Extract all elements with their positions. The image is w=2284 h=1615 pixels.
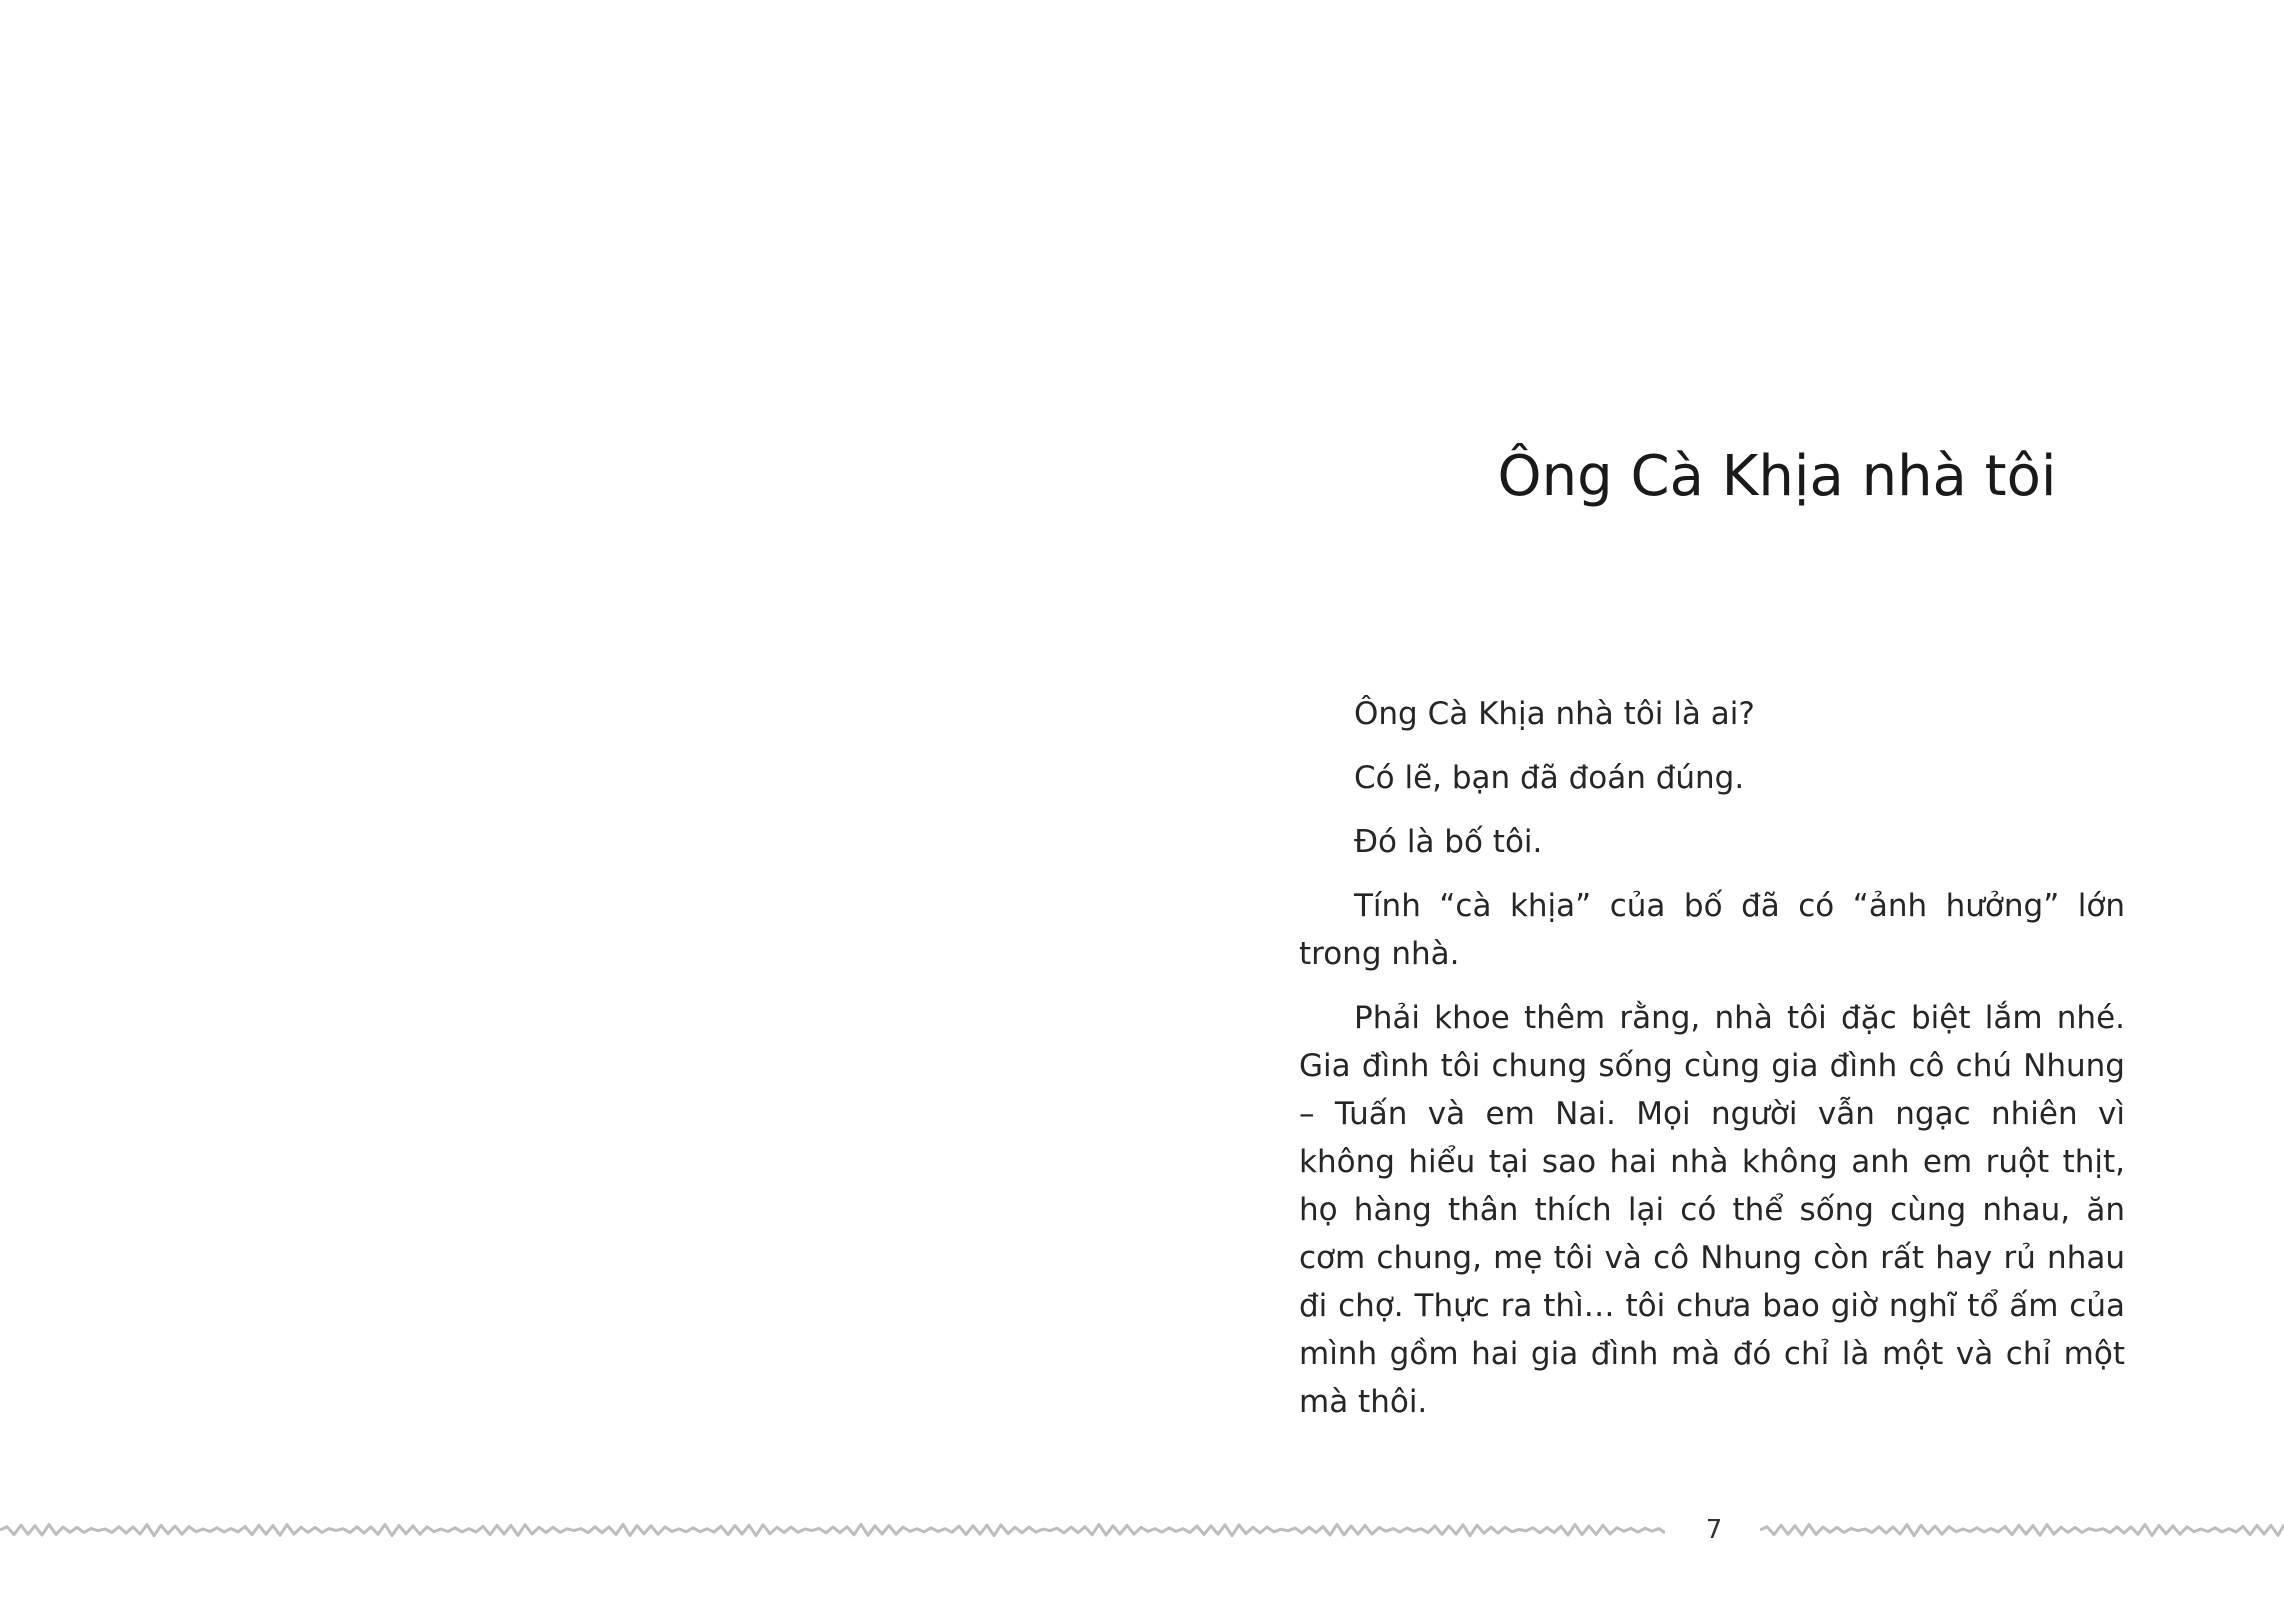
body-text bbox=[1299, 690, 2125, 1442]
wave-line bbox=[1760, 1525, 2284, 1536]
wave-line bbox=[0, 1524, 1665, 1535]
paragraph: Ông Cà Khịa nhà tôi là ai? bbox=[1354, 696, 1755, 732]
paragraph: Tính “cà khịa” của bố đã có “ảnh hưởng” lớn trong nhà. bbox=[1299, 888, 2125, 972]
right-page bbox=[1142, 0, 2284, 1615]
wave-divider-right bbox=[1760, 1510, 2284, 1550]
paragraph: Đó là bố tôi. bbox=[1354, 824, 1543, 860]
page-number: 7 bbox=[1705, 1515, 1723, 1545]
chapter-title: Ông Cà Khịa nhà tôi bbox=[1497, 444, 2057, 509]
page-footer bbox=[0, 1510, 2284, 1550]
paragraph: Có lẽ, bạn đã đoán đúng. bbox=[1354, 760, 1745, 796]
wave-divider-left bbox=[0, 1510, 1665, 1550]
paragraph: Phải khoe thêm rằng, nhà tôi đặc biệt lắm nhé. Gia đình tôi chung sống cùng gia đình cô chú Nhung – Tuấn và em Nai. Mọi người vẫn ngạc nhiên vì không hiểu tại sao hai nhà không anh em ruột thịt, họ hàng thân thích lại có thể sống cùng nhau, ăn cơm chung, mẹ tôi và cô Nhung còn rất hay rủ nhau đi chợ. Thực ra thì… tôi chưa bao giờ nghĩ tổ ấm của mình gồm hai gia đình mà đó chỉ là một và chỉ một mà thôi. bbox=[1299, 1000, 2125, 1420]
